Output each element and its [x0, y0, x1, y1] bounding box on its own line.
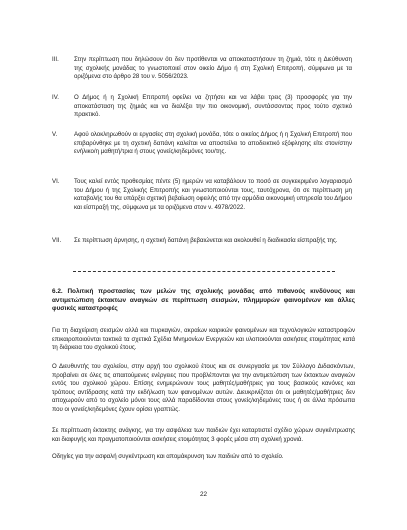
- list-item-number: IV.: [52, 94, 59, 101]
- list-item-text: Αφού ολοκληρωθούν οι εργασίες στη σχολική μονάδα, τότε ο οικείος Δήμος ή η Σχολική Επιτροπή που επιβαρύνθηκε με τη σχετική δαπάνη καλείται να αποστείλει το αποδεικτικό εξόφλησης είτε στον/στην ενήλικο/η μαθητή/τρια ή στους γονείς/κηδεμόνες του/της.: [74, 131, 352, 156]
- body-paragraph: Οδηγίες για την ασφαλή συγκέντρωση και απομάκρυνση των παιδιών από το σχολείο.: [52, 453, 284, 460]
- list-item-v: [52, 131, 352, 157]
- list-item-iv: [52, 94, 352, 120]
- body-paragraph: Σε περίπτωση έκτακτης ανάγκης, για την ασφάλεια των παιδιών έχει καταρτιστεί σχέδιο χώρων συγκέντρωσης και διαφυγής και πραγματοποιούνται ασκήσεις ετοιμότητας 3 φορές μέσα στη σχολική χρονιά.: [52, 427, 355, 443]
- list-item-text: Ο Δήμος ή η Σχολική Επιτροπή οφείλει να ζητήσει και να λάβει τρεις (3) προσφορές για την αποκατάσταση της ζημιάς και να διαλέξει την πιο οικονομική, συντάσσοντας προς τούτο σχετικό πρακτικό.: [74, 94, 352, 119]
- section-divider: [73, 271, 335, 272]
- list-item-number: VII.: [52, 237, 62, 244]
- list-item-number: V.: [52, 131, 58, 138]
- list-item-text: Στην περίπτωση που δηλώσουν ότι δεν προτίθενται να αποκαταστήσουν τη ζημιά, τότε η Διεύθυνση της σχολικής μονάδας το γνωστοποιεί στον οικείο Δήμο ή στη Σχολική Επιτροπή, σύμφωνα με τα οριζόμενα στο άρθρο 28 του ν. 5056/2023.: [74, 56, 352, 81]
- list-item-vi: [52, 178, 352, 212]
- body-paragraph: Για τη διαχείριση σεισμών αλλά και πυρκαγιών, ακραίων καιρικών φαινομένων και τεχνολογικών καταστροφών επικαιροποιούνται τακτικά τα σχετικά Σχέδια Μνημονίων Ενεργειών και υλοποιούνται ασκήσεις ετοιμότητας κατά τη διάρκεια του σχολικού έτους.: [52, 327, 355, 352]
- list-item-vii: [52, 237, 352, 246]
- section-heading: 6.2. Πολιτική προστασίας των μελών της σχολικής μονάδας από πιθανούς κινδύνους και αντιμετώπιση έκτακτων αναγκών σε περίπτωση σεισμών, πλημμυρών φαινομένων και άλλες φυσικές καταστροφές: [52, 288, 355, 313]
- body-paragraph: Ο Διευθυντής του σχολείου, στην αρχή του σχολικού έτους και σε συνεργασία με τον Σύλλογο Διδασκόντων, προβαίνει σε όλες τις απαιτούμενες ενέργειες που προβλέπονται για την αντιμετώπιση των έκτακτων αναγκών εντός του σχολικού χώρου. Επίσης ενημερώνουν τους μαθητές/μαθήτριες για τους βασικούς κανόνες και τρόπους αντίδρασης κατά την εκδήλωση των φαινομένων αυτών. Διευκρινίζεται ότι οι μαθητές/μαθήτριες δεν αποχωρούν από το σχολείο μόνοι τους αλλά παραδίδονται στους γονείς/κηδεμόνες τους ή σε άλλα πρόσωπα που οι γονείς/κηδεμόνες έχουν ορίσει γραπτώς.: [52, 363, 355, 413]
- list-item-iii: [52, 56, 352, 82]
- list-item-number: III.: [52, 56, 59, 63]
- list-item-text: Τους καλεί εντός προθεσμίας πέντε (5) ημερών να καταβάλουν το ποσό σε συγκεκριμένο λογαριασμό του Δήμου ή της Σχολικής Επιτροπής και γνωστοποιούνται τους, ταυτόχρονα, ότι σε περίπτωση μη καταβολής του θα υπάρξει σχετική βεβαίωση οφειλής από την αρμόδια οικονομική υπηρεσία του Δήμου και είσπραξή της, σύμφωνα με τα οριζόμενα στον ν. 4978/2022.: [74, 178, 352, 211]
- page-number: 22: [199, 491, 208, 498]
- list-item-number: VI.: [52, 178, 60, 185]
- list-item-text: Σε περίπτωση άρνησης, η σχετική δαπάνη βεβαιώνεται και ακολουθεί η διαδικασία είσπραξής της.: [74, 237, 338, 244]
